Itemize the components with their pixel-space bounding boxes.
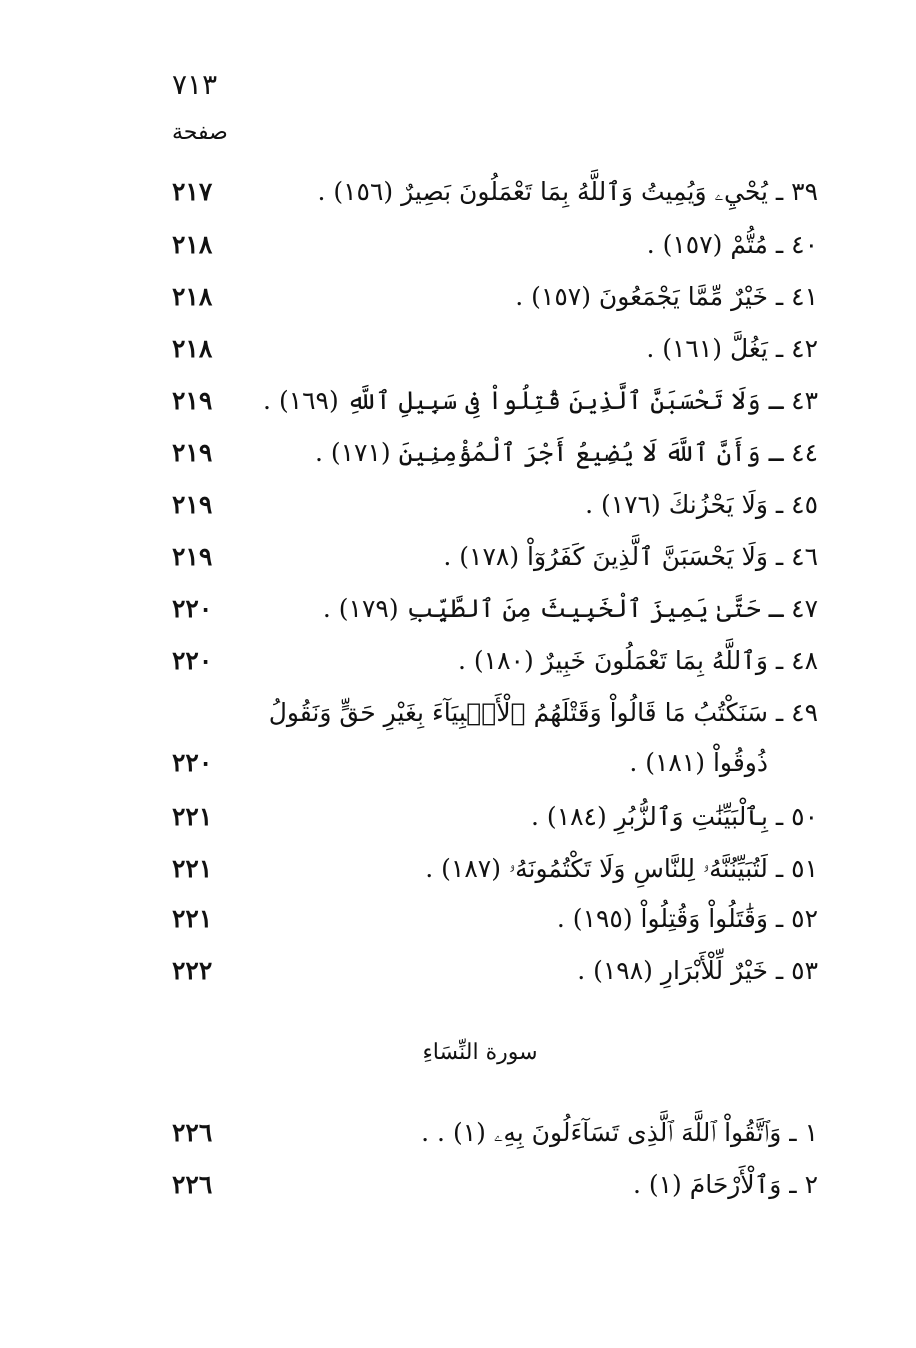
section-entry-page: ٢٢٦	[172, 1170, 213, 1199]
entry-page: ٢٢١	[172, 904, 213, 933]
entry-text: ٤٥ ـ وَلَا يَحْزُنكَ (١٧٦) .	[585, 490, 818, 519]
page-column-label: صفحة	[172, 120, 228, 145]
entry-text: ٥٣ ـ خَيْرٌ لِّلْأَبْرَارِ (١٩٨) .	[577, 956, 818, 985]
entry-page: ٢١٩	[172, 386, 213, 415]
entry-text: ٤٣ ـ وَلَا تَحْسَبَنَّ ٱلَّذِينَ قُتِلُواْ فِى سَبِيلِ ٱللَّهِ (١٦٩) .	[263, 386, 818, 415]
section-entry-text: ١ ـ وَٱتَّقُواْ ٱللَّهَ ٱلَّذِى تَسَآءَلُونَ بِهِۦ (١) . .	[421, 1118, 818, 1147]
section-title: سورة النِّسَاءِ	[422, 1040, 538, 1065]
entry-text: ٤٧ ـ حَتَّىٰ يَمِيزَ ٱلْخَبِيثَ مِنَ ٱلطَّيِّبِ (١٧٩) .	[322, 594, 818, 623]
entry-text: ٤٩ ـ سَنَكْتُبُ مَا قَالُواْ وَقَتْلَهُمُ ٱلْأَنۢبِيَآءَ بِغَيْرِ حَقٍّ وَنَقُولُ	[268, 698, 818, 727]
entry-text: ٥١ ـ لَتُبَيِّنُنَّهُۥ لِلنَّاسِ وَلَا تَكْتُمُونَهُۥ (١٨٧) .	[425, 854, 818, 883]
entry-page: ٢٢٠	[172, 646, 213, 675]
entry-text: ٤٢ ـ يَغُلَّ (١٦١) .	[646, 334, 818, 363]
entry-page: ٢٢٠	[172, 594, 213, 623]
entry-page: ٢٢١	[172, 802, 213, 831]
entry-page: ٢١٩	[172, 542, 213, 571]
entry-page: ٢١٧	[172, 177, 213, 206]
entry-page: ٢١٨	[172, 230, 213, 259]
entry-page: ٢١٨	[172, 282, 213, 311]
entry-text-continuation: ذُوقُواْ (١٨١) .	[629, 748, 768, 777]
entry-text: ٥٠ ـ بِٱلْبَيِّنَٰتِ وَٱلزُّبُرِ (١٨٤) .	[531, 802, 818, 831]
entry-page: ٢١٨	[172, 334, 213, 363]
entry-text: ٤١ ـ خَيْرٌ مِّمَّا يَجْمَعُونَ (١٥٧) .	[515, 282, 818, 311]
entry-page: ٢١٩	[172, 438, 213, 467]
entry-text: ٥٢ ـ وَقَٰتَلُواْ وَقُتِلُواْ (١٩٥) .	[556, 904, 818, 933]
entry-page: ٢٢٢	[172, 956, 213, 985]
entry-text: ٣٩ ـ يُحْيِۦ وَيُمِيتُ وَٱللَّهُ بِمَا تَعْمَلُونَ بَصِيرٌ (١٥٦) .	[317, 177, 818, 206]
section-entry-page: ٢٢٦	[172, 1118, 213, 1147]
entry-page: ٢٢٠	[172, 748, 213, 777]
section-entry-text: ٢ ـ وَٱلْأَرْحَامَ (١) .	[632, 1170, 818, 1199]
page-number: ٧١٣	[172, 68, 218, 101]
entry-text: ٤٠ ـ مُتُّمْ (١٥٧) .	[646, 230, 818, 259]
entry-text: ٤٦ ـ وَلَا يَحْسَبَنَّ ٱلَّذِينَ كَفَرُوٓاْ (١٧٨) .	[443, 542, 818, 571]
entry-text: ٤٤ ـ وَأَنَّ ٱللَّهَ لَا يُضِيعُ أَجْرَ ٱلْمُؤْمِنِينَ (١٧١) .	[314, 438, 818, 467]
entry-page: ٢٢١	[172, 854, 213, 883]
entry-text: ٤٨ ـ وَٱللَّهُ بِمَا تَعْمَلُونَ خَبِيرٌ (١٨٠) .	[458, 646, 818, 675]
entry-page: ٢١٩	[172, 490, 213, 519]
